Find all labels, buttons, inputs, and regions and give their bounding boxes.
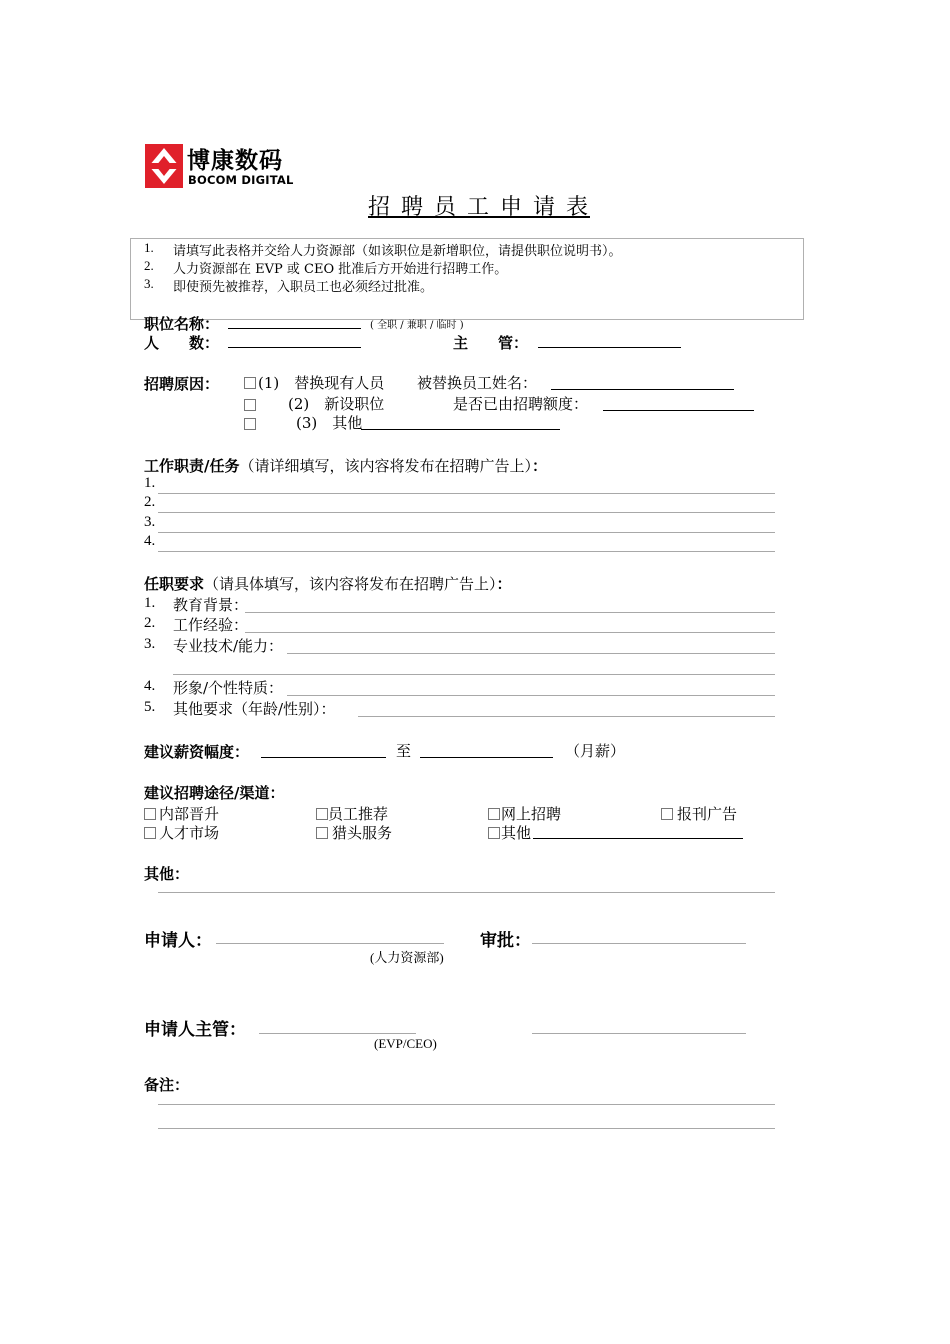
approval-label: 审批： <box>480 931 531 951</box>
reason-replace-label: (1) 替换现有人员 <box>258 374 385 392</box>
supervisor-field[interactable] <box>538 347 681 348</box>
evp-ceo-signature-field[interactable] <box>532 1033 746 1034</box>
instruction-3: 3. <box>144 276 154 291</box>
req-1-label: 教育背景： <box>173 596 249 614</box>
channel-other-label: 其他 <box>501 824 532 842</box>
position-label: 职位名称： <box>144 315 220 333</box>
duties-heading: 工作职责/任务（请详细填写，该内容将发布在招聘广告上）： <box>144 457 548 475</box>
channel-online-label: 网上招聘 <box>501 805 562 823</box>
req-3-field[interactable] <box>287 653 775 654</box>
channel-internal-label: 内部晋升 <box>159 805 220 823</box>
salary-to-label: 至 <box>396 742 412 760</box>
replaced-employee-field[interactable] <box>551 389 734 390</box>
headcount-label: 人 数： <box>144 334 220 352</box>
applicant-field[interactable] <box>216 943 444 944</box>
channel-headhunter-label: 猎头服务 <box>332 824 393 842</box>
channel-other-field[interactable] <box>533 838 743 839</box>
duty-1-num: 1. <box>144 475 156 491</box>
salary-min-field[interactable] <box>261 757 386 758</box>
reason-other-label: (3) 其他 <box>296 414 363 432</box>
channel-other-checkbox[interactable] <box>488 827 500 839</box>
logo-en-text: BOCOM DIGITAL <box>188 173 294 187</box>
channel-internal-checkbox[interactable] <box>144 808 156 820</box>
salary-label: 建议薪资幅度： <box>144 743 250 761</box>
channel-headhunter-checkbox[interactable] <box>316 827 328 839</box>
req-1-field[interactable] <box>245 612 775 613</box>
quota-field[interactable] <box>603 410 754 411</box>
req-3-label: 专业技术/能力： <box>173 637 284 655</box>
applicant-supervisor-sub-label: (EVP/CEO) <box>374 1036 437 1051</box>
duty-3-num: 3. <box>144 514 156 530</box>
req-4-num: 4. <box>144 678 156 694</box>
reason-other-field[interactable] <box>361 429 560 430</box>
salary-unit-label: （月薪） <box>565 742 626 760</box>
requirements-heading: 任职要求（请具体填写，该内容将发布在招聘广告上）： <box>144 575 512 593</box>
reason-replace-checkbox[interactable] <box>244 377 256 389</box>
instruction-3-text: 即使预先被推荐，入职员工也必须经过批准。 <box>173 280 434 295</box>
quota-label: 是否已由招聘额度： <box>453 395 589 413</box>
supervisor-label: 主 管： <box>453 334 529 352</box>
req-5-num: 5. <box>144 699 156 715</box>
reason-new-position-label: (2) 新设职位 <box>288 395 385 413</box>
req-5-label: 其他要求（年龄/性别）： <box>173 700 336 718</box>
applicant-supervisor-label: 申请人主管： <box>144 1020 246 1040</box>
duty-1-field[interactable] <box>158 493 775 494</box>
applicant-sub-label: (人力资源部) <box>370 950 444 965</box>
position-field[interactable] <box>228 328 361 329</box>
channel-referral-label: 员工推荐 <box>328 805 389 823</box>
remarks-field-1[interactable] <box>158 1104 775 1105</box>
duty-4-num: 4. <box>144 533 156 549</box>
remarks-label: 备注： <box>144 1076 190 1094</box>
req-4-field[interactable] <box>287 695 775 696</box>
channel-newspaper-label: 报刊广告 <box>677 805 738 823</box>
req-5-field[interactable] <box>358 716 775 717</box>
instruction-2-text: 人力资源部在 EVP 或 CEO 批准后方开始进行招聘工作。 <box>173 262 508 277</box>
channel-talent-market-label: 人才市场 <box>159 824 220 842</box>
reason-other-checkbox[interactable] <box>244 418 256 430</box>
req-1-num: 1. <box>144 595 156 611</box>
position-type-hint: ( 全职 / 兼职 / 临时 ) <box>370 320 464 331</box>
req-2-field[interactable] <box>245 632 775 633</box>
approval-field[interactable] <box>532 943 746 944</box>
req-2-num: 2. <box>144 615 156 631</box>
other-field[interactable] <box>158 892 775 893</box>
logo-cn-text: 博康数码 <box>187 148 283 174</box>
instruction-1-text: 请填写此表格并交给人力资源部（如该职位是新增职位，请提供职位说明书）。 <box>173 244 622 259</box>
other-label: 其他： <box>144 865 190 883</box>
replaced-employee-label: 被替换员工姓名： <box>417 374 538 392</box>
applicant-label: 申请人： <box>144 931 212 951</box>
channels-label: 建议招聘途径/渠道： <box>144 784 285 802</box>
channel-referral-checkbox[interactable] <box>316 808 328 820</box>
channel-online-checkbox[interactable] <box>488 808 500 820</box>
duty-3-field[interactable] <box>158 532 775 533</box>
channel-newspaper-checkbox[interactable] <box>661 808 673 820</box>
page-title: 招 聘 员 工 申 请 表 <box>368 195 590 220</box>
channel-talent-market-checkbox[interactable] <box>144 827 156 839</box>
req-2-label: 工作经验： <box>173 616 249 634</box>
applicant-supervisor-field[interactable] <box>259 1033 416 1034</box>
logo-mark-icon <box>145 144 183 188</box>
req-3-field-continued[interactable] <box>173 674 775 675</box>
req-3-num: 3. <box>144 636 156 652</box>
req-4-label: 形象/个性特质： <box>173 679 284 697</box>
instruction-2: 2. <box>144 258 154 273</box>
reason-label: 招聘原因： <box>144 375 220 393</box>
salary-max-field[interactable] <box>420 757 553 758</box>
instruction-1: 1. <box>144 240 154 255</box>
duty-2-field[interactable] <box>158 512 775 513</box>
reason-new-position-checkbox[interactable] <box>244 399 256 411</box>
duty-2-num: 2. <box>144 494 156 510</box>
company-logo <box>145 144 295 188</box>
headcount-field[interactable] <box>228 347 361 348</box>
duty-4-field[interactable] <box>158 551 775 552</box>
remarks-field-2[interactable] <box>158 1128 775 1129</box>
